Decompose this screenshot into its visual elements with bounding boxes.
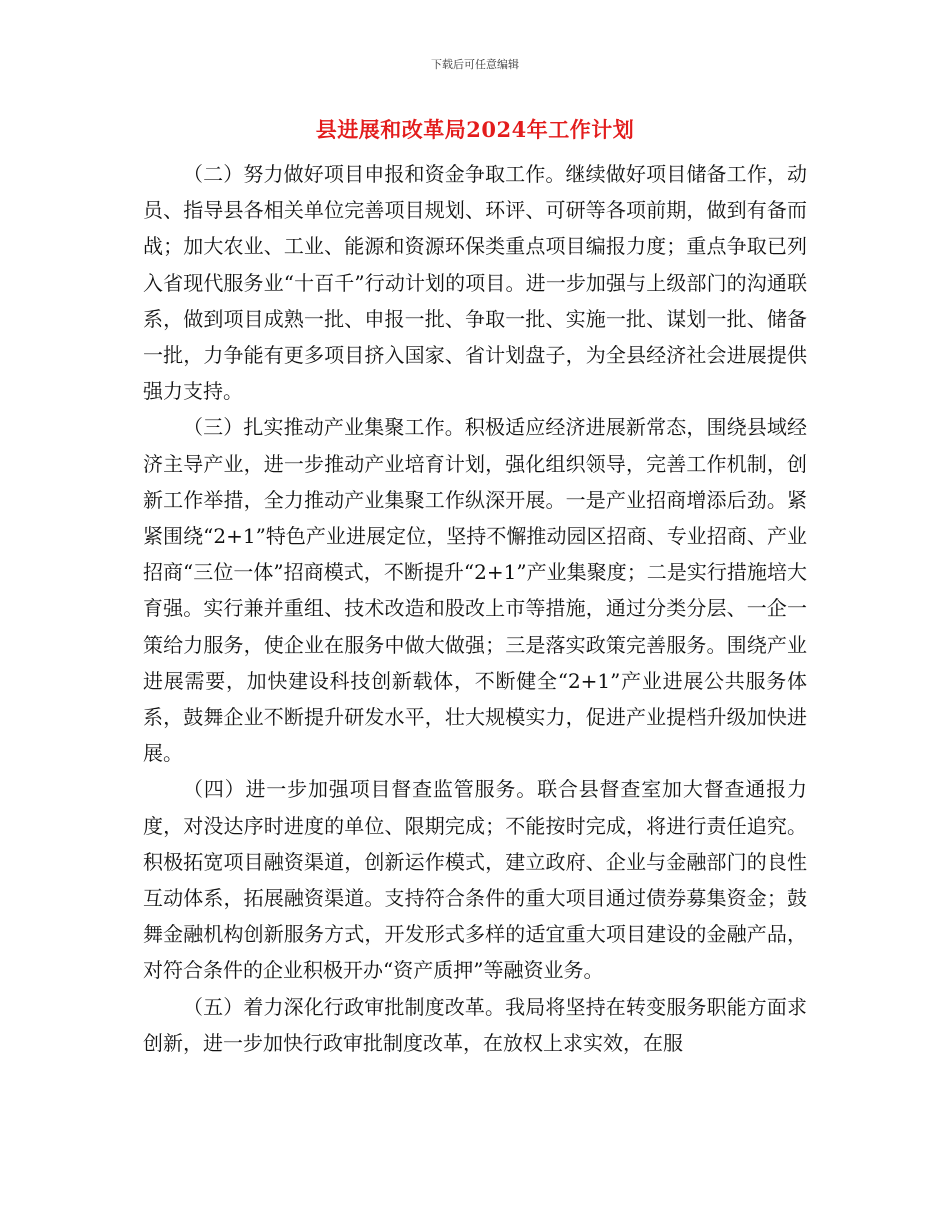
- paragraph-5: （五）着力深化行政审批制度改革。我局将坚持在转变服务职能方面求创新，进一步加快行政审批制度改革，在放权上求实效，在服: [143, 994, 807, 1055]
- paragraph-4: （四）进一步加强项目督查监管服务。联合县督查室加大督查通报力度，对没达序时进度的单位、限期完成；不能按时完成，将进行责任追究。积极拓宽项目融资渠道，创新运作模式，建立政府、企业与金融部门的良性互动体系，拓展融资渠道。支持符合条件的重大项目通过债券募集资金；鼓舞金融机构创新服务方式，开发形式多样的适宜重大项目建设的金融产品，对符合条件的企业积极开办“资产质押”等融资业务。: [143, 777, 807, 983]
- paragraph-3: （三）扎实推动产业集聚工作。积极适应经济进展新常态，围绕县域经济主导产业，进一步推动产业培育计划，强化组织领导，完善工作机制，创新工作举措，全力推动产业集聚工作纵深开展。一是产业招商增添后劲。紧紧围绕“2+1”特色产业进展定位，坚持不懈推动园区招商、专业招商、产业招商“三位一体”招商模式，不断提升“2+1”产业集聚度；二是实行措施培大育强。实行兼并重组、技术改造和股改上市等措施，通过分类分层、一企一策给力服务，使企业在服务中做大做强；三是落实政策完善服务。围绕产业进展需要，加快建设科技创新载体，不断健全“2+1”产业进展公共服务体系，鼓舞企业不断提升研发水平，壮大规模实力，促进产业提档升级加快进展。: [143, 415, 807, 766]
- document-title: 县进展和改革局2024年工作计划: [315, 117, 635, 142]
- paragraph-2: （二）努力做好项目申报和资金争取工作。继续做好项目储备工作，动员、指导县各相关单位完善项目规划、环评、可研等各项前期，做到有备而战；加大农业、工业、能源和资源环保类重点项目编报力度；重点争取已列入省现代服务业“十百千”行动计划的项目。进一步加强与上级部门的沟通联系，做到项目成熟一批、申报一批、争取一批、实施一批、谋划一批、储备一批，力争能有更多项目挤入国家、省计划盘子，为全县经济社会进展提供强力支持。: [143, 162, 807, 404]
- document-body: [143, 156, 807, 1061]
- page-header: 下载后可任意编辑: [431, 58, 519, 71]
